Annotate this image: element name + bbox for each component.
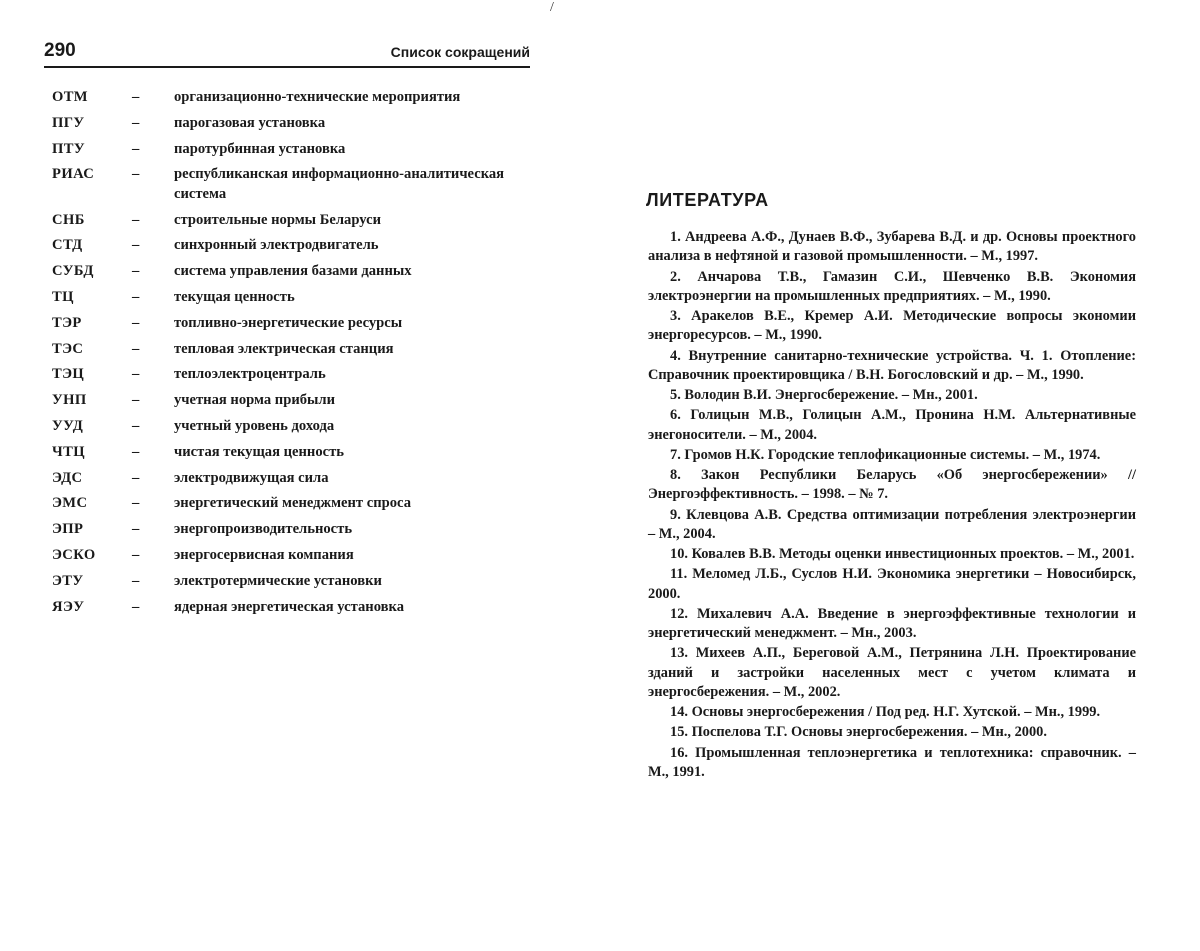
abbreviation-row (52, 443, 522, 463)
reference-entry: 14. Основы энергосбережения / Под ред. Н.Г. Хутской. – Мн., 1999. (670, 704, 1101, 721)
left-page (0, 0, 560, 951)
abbreviation-row (52, 340, 522, 360)
reference-entry: 5. Володин В.И. Энергосбережение. – Мн., 2001. (670, 387, 978, 403)
abbreviation-term: ПТУ (52, 140, 85, 157)
abbreviation-dash: – (132, 392, 140, 409)
reference-entry: 7. Громов Н.К. Городские теплофикационные системы. – М., 1974. (670, 446, 1101, 463)
abbreviation-definition: текущая ценность (174, 289, 295, 306)
reference-list (648, 228, 1136, 783)
abbreviation-dash: – (132, 314, 140, 331)
abbreviation-term: ЯЭУ (52, 598, 85, 615)
abbreviation-row (52, 114, 522, 134)
abbreviation-row (52, 262, 522, 282)
abbreviation-definition: электродвижущая сила (174, 469, 329, 486)
abbreviation-definition: строительные нормы Беларуси (174, 211, 381, 228)
abbreviation-dash: – (132, 237, 140, 254)
abbreviation-row (52, 520, 522, 540)
abbreviation-dash: – (132, 340, 140, 357)
abbreviation-row (52, 236, 522, 256)
abbreviation-term: СУБД (52, 263, 94, 280)
abbreviation-definition: система управления базами данных (174, 263, 412, 280)
abbreviation-dash: – (132, 443, 140, 460)
page-number: 290 (44, 40, 76, 61)
abbreviation-definition: синхронный электродвигатель (174, 237, 379, 254)
abbreviation-term: УУД (52, 418, 84, 435)
reference-entry: 10. Ковалев В.В. Методы оценки инвестиционных проектов. – М., 2001. (670, 546, 1135, 563)
reference-entry: 13. Михеев А.П., Береговой А.М., Петрянина Л.Н. Проектирование зданий и застройки населенных мест с учетом климата и энергосбережения. – М., 2002. (648, 645, 1136, 700)
abbreviation-definition: паротурбинная установка (174, 140, 346, 157)
abbreviation-term: СНБ (52, 211, 85, 228)
abbreviation-term: ТЭР (52, 314, 82, 331)
abbreviation-row (52, 211, 522, 231)
abbreviation-dash: – (132, 547, 140, 564)
abbreviation-term: ЭТУ (52, 572, 84, 589)
abbreviation-row (52, 417, 522, 437)
abbreviation-list (52, 88, 522, 623)
abbreviation-row (52, 546, 522, 566)
reference-entry: 6. Голицын М.В., Голицын А.М., Пронина Н.М. Альтернативные энегоносители. – М., 2004. (648, 407, 1136, 443)
abbreviation-term: ЭМС (52, 495, 88, 512)
abbreviation-dash: – (132, 469, 140, 486)
abbreviation-term: РИАС (52, 166, 95, 183)
reference-entry: 1. Андреева А.Ф., Дунаев В.Ф., Зубарева В.Д. и др. Основы проектного анализа в нефтяной и газовой промышленности. – М., 1997. (648, 229, 1136, 265)
abbreviation-dash: – (132, 572, 140, 589)
abbreviation-definition: топливно-энергетические ресурсы (174, 314, 403, 331)
abbreviation-definition: теплоэлектроцентраль (174, 366, 326, 383)
reference-entry: 12. Михалевич А.А. Введение в энергоэффективные технологии и энергетический менеджмент. – Мн., 2003. (648, 605, 1136, 642)
reference-entry: 9. Клевцова А.В. Средства оптимизации потребления электроэнергии – М., 2004. (648, 506, 1136, 542)
reference-entry: 4. Внутренние санитарно-технические устройства. Ч. 1. Отопление: Справочник проектировщика / В.Н. Богословский и др. – М., 1990. (648, 347, 1136, 383)
abbreviation-definition: учетная норма прибыли (174, 392, 336, 409)
abbreviation-term: СТД (52, 237, 83, 254)
abbreviation-row (52, 140, 522, 160)
abbreviation-definition: энергетический менеджмент спроса (174, 495, 412, 512)
abbreviation-dash: – (132, 166, 140, 183)
reference-entry: 11. Меломед Л.Б., Суслов Н.И. Экономика энергетики – Новосибирск, 2000. (648, 566, 1136, 602)
abbreviation-definition: электротермические установки (174, 572, 382, 589)
abbreviation-definition: тепловая электрическая станция (174, 340, 394, 357)
abbreviation-dash: – (132, 263, 140, 280)
abbreviation-row (52, 391, 522, 411)
pen-stroke-mark: / (550, 0, 554, 15)
running-head (44, 40, 530, 68)
abbreviation-definition: организационно-технические мероприятия (174, 89, 461, 105)
running-title: Список сокращений (390, 44, 530, 60)
abbreviation-row (52, 494, 522, 514)
abbreviation-term: ЭДС (52, 469, 83, 486)
abbreviation-term: УНП (52, 392, 87, 409)
abbreviation-definition: энергосервисная компания (174, 547, 354, 564)
abbreviation-dash: – (132, 114, 140, 131)
abbreviation-row (52, 165, 522, 204)
abbreviation-dash: – (132, 366, 140, 383)
abbreviation-row (52, 88, 522, 108)
abbreviation-dash: – (132, 140, 140, 157)
abbreviation-dash: – (132, 598, 140, 615)
reference-entry: 8. Закон Республики Беларусь «Об энергосбережении» // Энергоэффективность. – 1998. – № 7. (648, 467, 1136, 503)
abbreviation-dash: – (132, 89, 140, 105)
abbreviation-term: ЭСКО (52, 547, 96, 564)
reference-entry: 3. Аракелов В.Е., Кремер А.И. Методические вопросы экономии энергоресурсов. – М., 1990. (648, 308, 1136, 344)
abbreviation-definition: энергопроизводительность (174, 521, 353, 538)
abbreviation-dash: – (132, 418, 140, 435)
abbreviation-term: ОТМ (52, 89, 88, 105)
right-page (600, 0, 1200, 951)
abbreviation-term: ПГУ (52, 114, 85, 131)
abbreviation-dash: – (132, 289, 140, 306)
reference-entry: 16. Промышленная теплоэнергетика и теплотехника: справочник. – М., 1991. (648, 744, 1136, 780)
abbreviation-definition: ядерная энергетическая установка (174, 598, 404, 615)
reference-entry: 15. Поспелова Т.Г. Основы энергосбережения. – Мн., 2000. (670, 724, 1047, 741)
abbreviation-term: ЭПР (52, 521, 84, 538)
literature-heading: ЛИТЕРАТУРА (646, 190, 769, 210)
abbreviation-dash: – (132, 495, 140, 512)
abbreviation-term: ТЭС (52, 340, 84, 357)
abbreviation-row (52, 572, 522, 592)
abbreviation-row (52, 288, 522, 308)
abbreviation-dash: – (132, 521, 140, 538)
abbreviation-term: ЧТЦ (52, 443, 85, 460)
abbreviation-term: ТЦ (52, 289, 74, 306)
abbreviation-dash: – (132, 211, 140, 228)
abbreviation-row (52, 314, 522, 334)
abbreviation-definition: учетный уровень дохода (174, 418, 335, 435)
abbreviation-definition: чистая текущая ценность (174, 443, 344, 460)
abbreviation-row (52, 598, 522, 618)
abbreviation-term: ТЭЦ (52, 366, 85, 383)
abbreviation-definition: республиканская информационно-аналитическая система (174, 166, 505, 202)
reference-entry: 2. Анчарова Т.В., Гамазин С.И., Шевченко В.В. Экономия электроэнергии на промышленных предприятиях. – М., 1990. (648, 268, 1136, 304)
abbreviation-row (52, 469, 522, 489)
abbreviation-definition: парогазовая установка (174, 114, 326, 131)
abbreviation-row (52, 365, 522, 385)
